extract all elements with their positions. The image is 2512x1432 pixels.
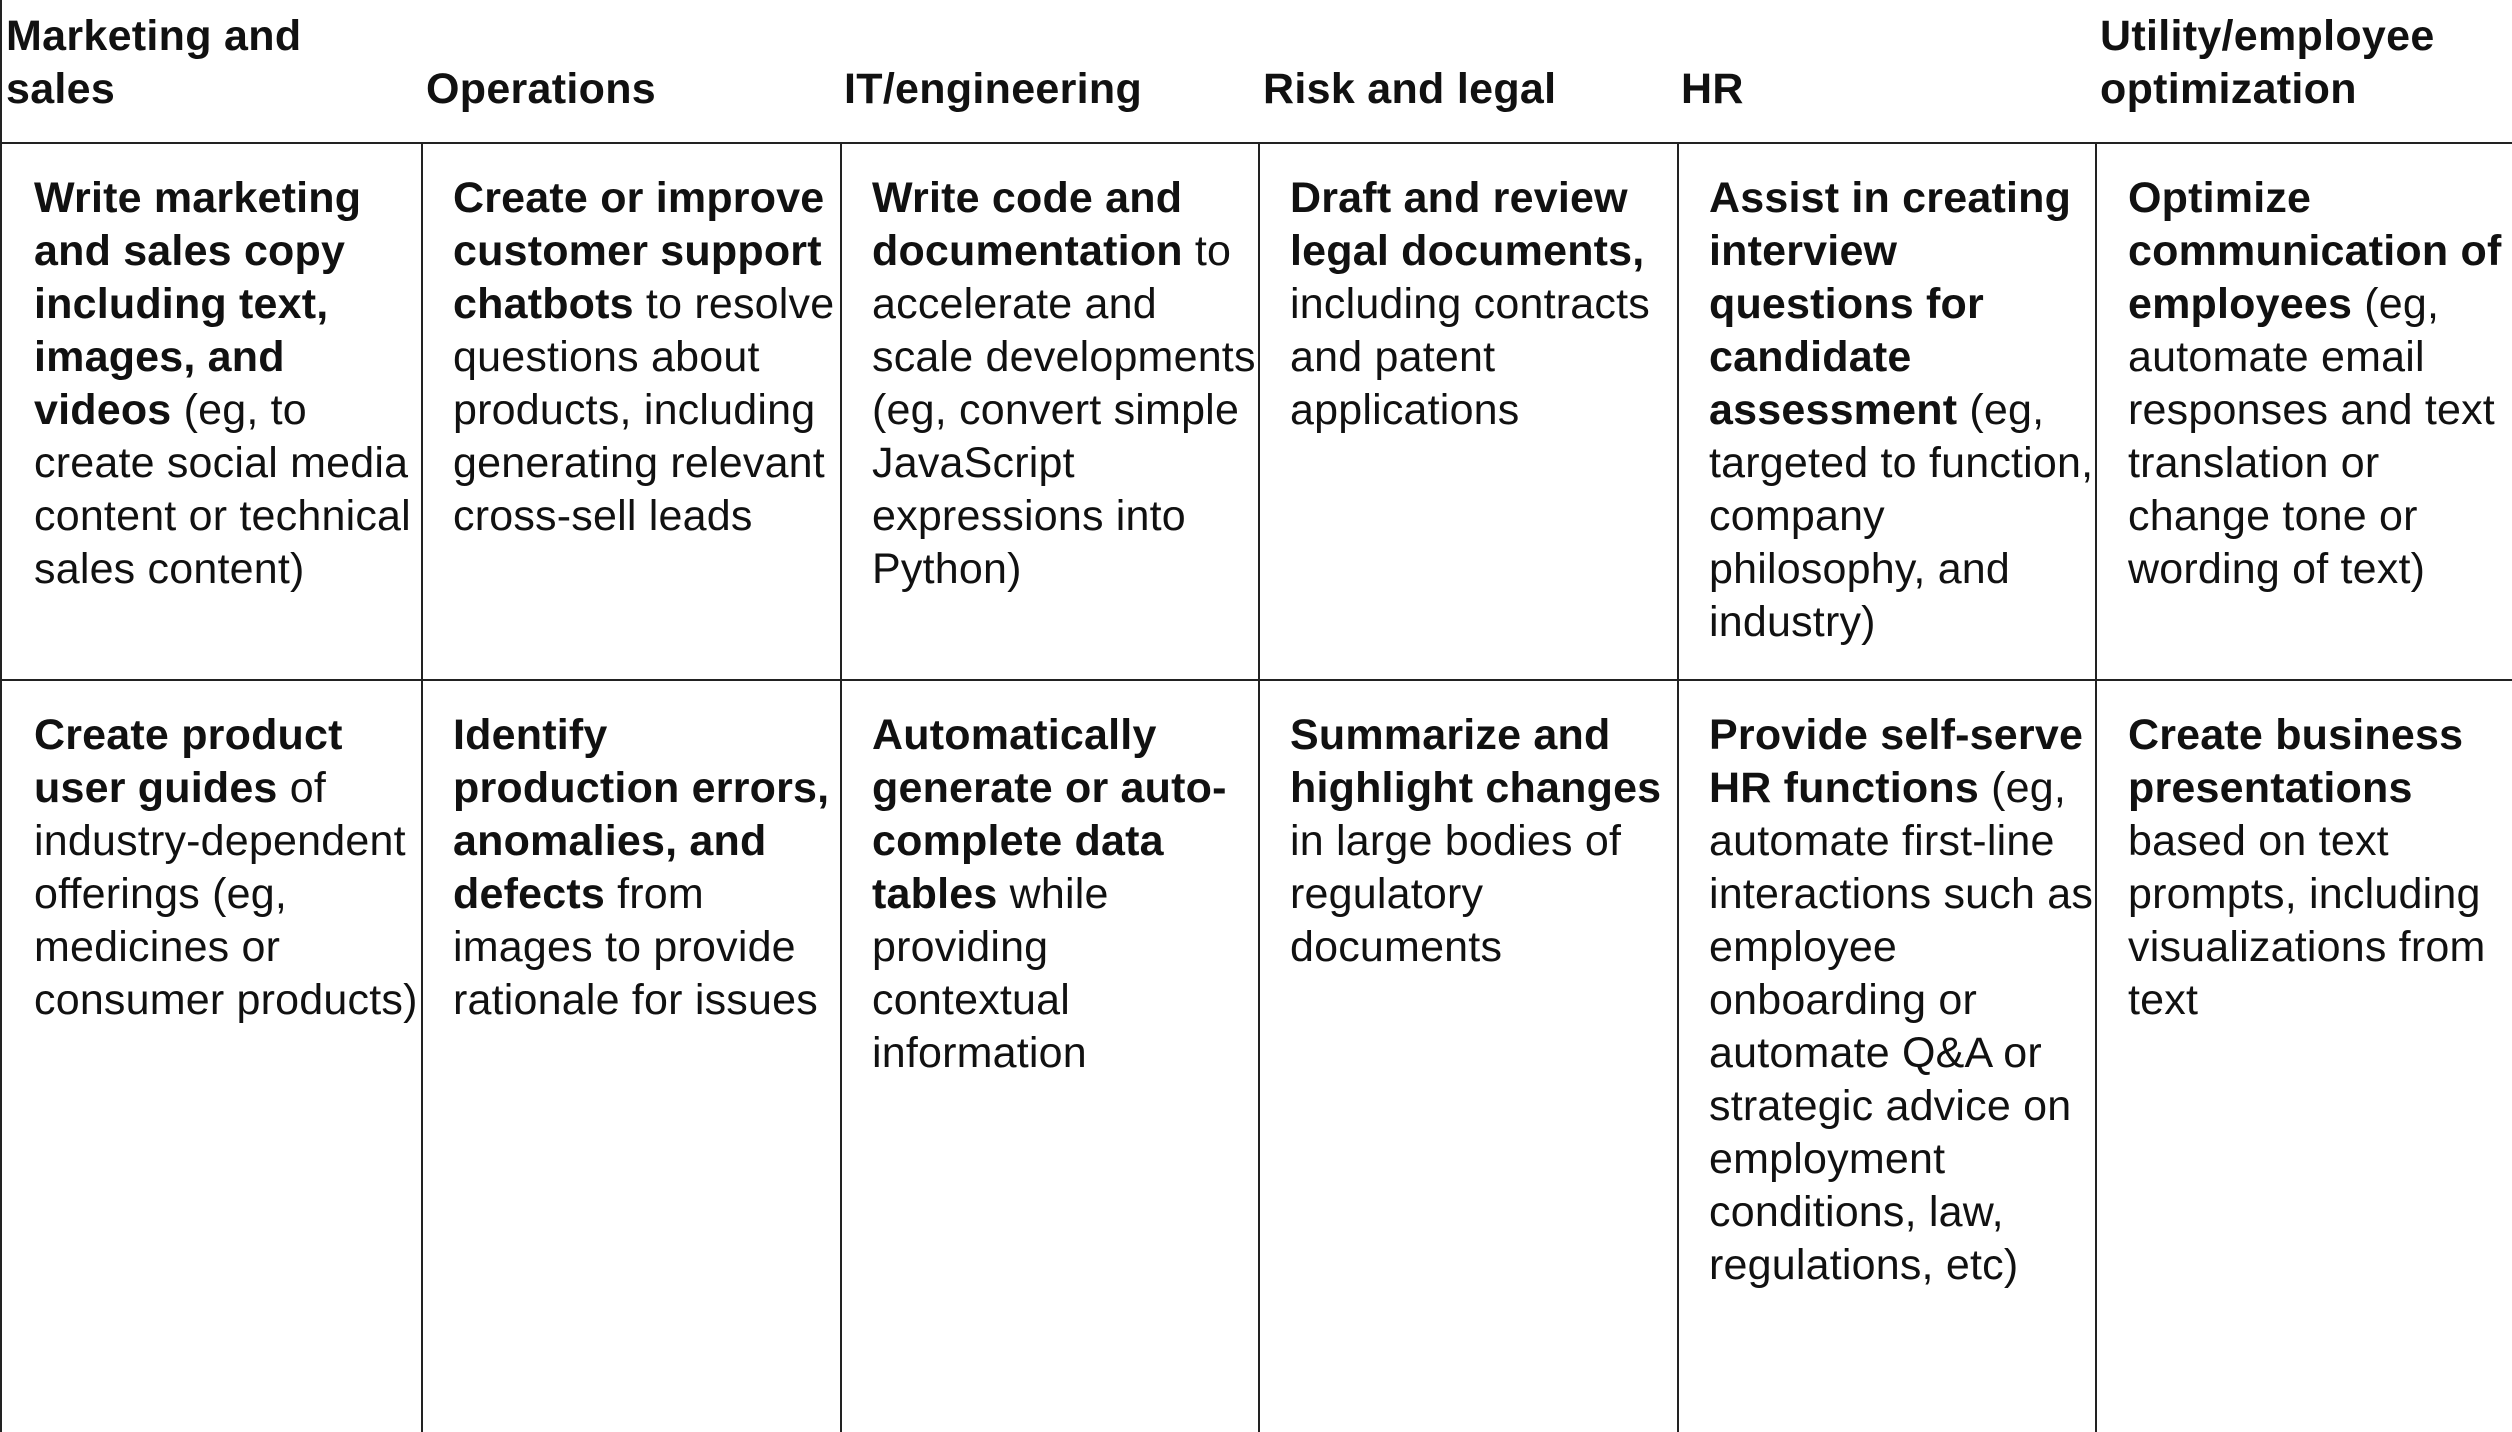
table-cell-hr [1709, 709, 2094, 1292]
use-case-title: Draft and review legal documents, [1290, 174, 1645, 275]
column-header-operations [426, 63, 656, 116]
column-header-line: HR [1681, 65, 1744, 113]
use-case-title: Create or improve customer support chatbots [453, 174, 825, 328]
use-case-title: Create business presentations [2128, 711, 2464, 812]
use-case-description: to resolve questions about products, including generating relevant cross-sell leads [453, 280, 835, 540]
column-header-line: Marketing and [6, 12, 302, 60]
use-case-title: Summarize and highlight changes [1290, 711, 1662, 812]
use-case-description: (eg, to create social media content or technical sales content) [34, 386, 411, 593]
column-header-risk-and-legal [1263, 63, 1556, 116]
table-cell-risk-and-legal [1290, 709, 1675, 974]
column-header-line: optimization [2100, 65, 2357, 113]
column-header-line: Operations [426, 65, 656, 113]
column-header-line: sales [6, 65, 116, 113]
table-cell-risk-and-legal [1290, 172, 1675, 437]
column-header-marketing-and-sales [6, 10, 301, 116]
use-case-title: Create product user guides [34, 711, 343, 812]
table-cell-operations [453, 172, 838, 543]
use-case-description: including contracts and patent applications [1290, 280, 1650, 434]
table-cell-utility-employee-optimization [2128, 709, 2512, 1027]
use-case-title: Assist in creating interview questions for candidate assessment [1709, 174, 2072, 434]
table-cell-utility-employee-optimization [2128, 172, 2512, 596]
use-case-description: (eg, automate first-line interactions such as employee onboarding or automate Q&A or strategic advice on employment conditions, law, regulations, etc) [1709, 764, 2094, 1289]
use-case-description: based on text prompts, including visualizations from text [2128, 817, 2486, 1024]
column-header-hr [1681, 63, 1744, 116]
use-case-title: Optimize communication of employees [2128, 174, 2502, 328]
table-cell-hr [1709, 172, 2094, 649]
use-case-description: (eg, targeted to function, company philosophy, and industry) [1709, 386, 2094, 646]
use-case-description: to accelerate and scale developments (eg, convert simple JavaScript expressions into Python) [872, 227, 1256, 593]
table-row [2, 144, 2512, 681]
use-case-description: from images to provide rationale for issues [453, 870, 818, 1024]
use-case-description: of industry-dependent offerings (eg, medicines or consumer products) [34, 764, 418, 1024]
table-cell-it-engineering [872, 172, 1257, 596]
use-case-description: in large bodies of regulatory documents [1290, 817, 1622, 971]
use-case-title: Automatically generate or auto-complete data tables [872, 711, 1227, 918]
table-row [2, 681, 2512, 1432]
column-header-line: IT/engineering [844, 65, 1143, 113]
use-case-title: Write marketing and sales copy including text, images, and videos [34, 174, 362, 434]
column-header-line: Risk and legal [1263, 65, 1557, 113]
use-case-title: Provide self-serve HR functions [1709, 711, 2084, 812]
table-cell-marketing-and-sales [34, 172, 419, 596]
use-case-description: while providing contextual information [872, 870, 1109, 1077]
table-cell-it-engineering [872, 709, 1257, 1080]
use-case-description: (eg, automate email responses and text translation or change tone or wording of text) [2128, 280, 2495, 593]
column-header-utility-employee-optimization [2100, 10, 2435, 116]
table-header-row [2, 0, 2512, 144]
column-header-it-engineering [844, 63, 1142, 116]
table-cell-marketing-and-sales [34, 709, 419, 1027]
table-cell-operations [453, 709, 838, 1027]
use-case-title: Identify production errors, anomalies, and defects [453, 711, 830, 918]
column-header-line: Utility/employee [2100, 12, 2435, 60]
use-case-title: Write code and documentation [872, 174, 1183, 275]
